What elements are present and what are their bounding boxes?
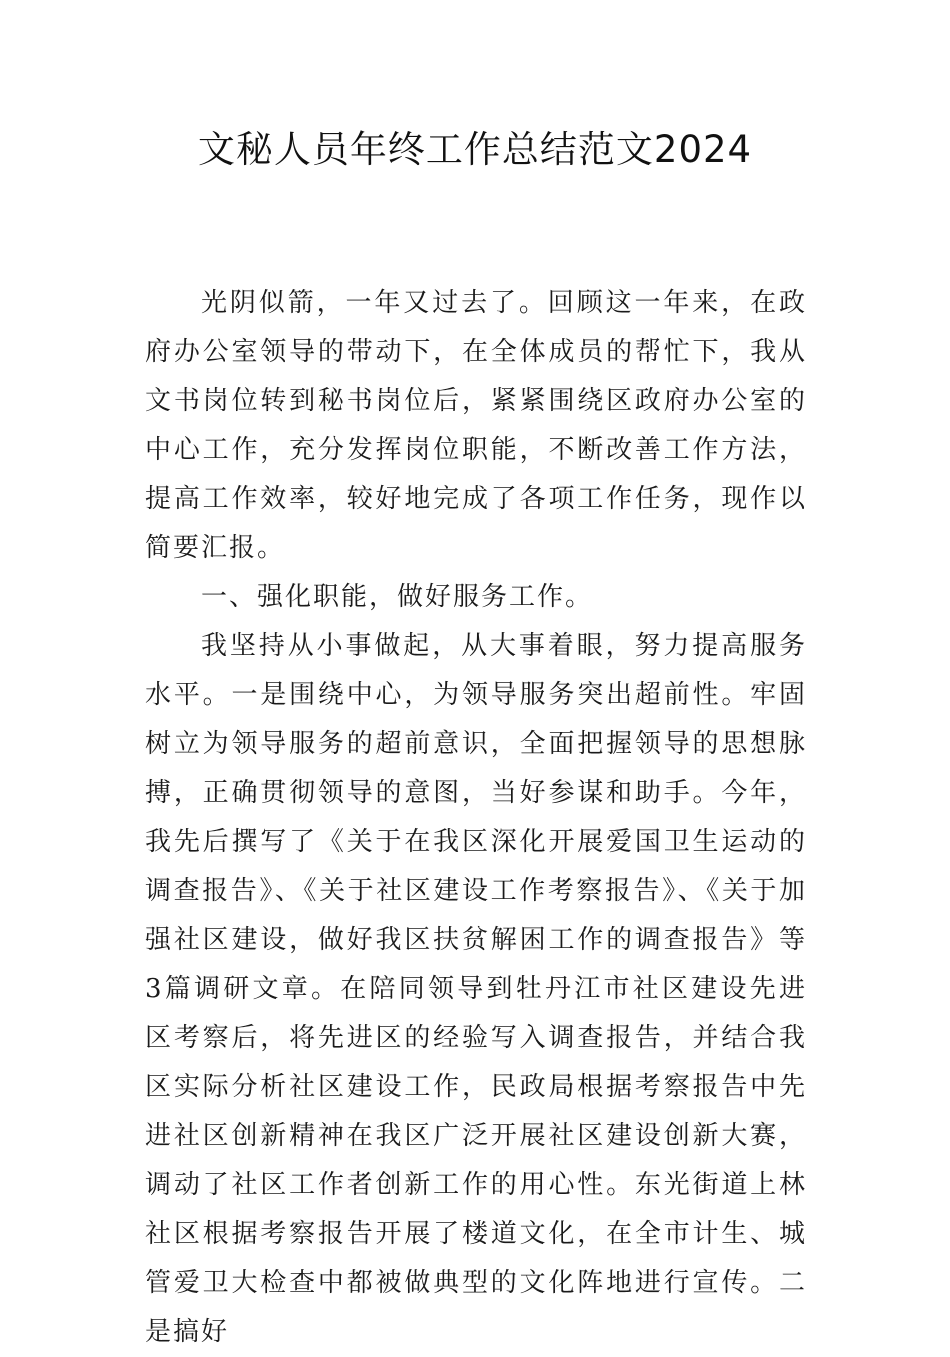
paragraph-section-1: 我坚持从小事做起，从大事着眼，努力提高服务水平。一是围绕中心，为领导服务突出超前性。牢固树立为领导服务的超前意识，全面把握领导的思想脉搏，正确贯彻领导的意图，当好参谋和助手。今年，我先后撰写了《关于在我区深化开展爱国卫生运动的调查报告》、《关于社区建设工作考察报告》、《关于加强社区建设，做好我区扶贫解困工作的调查报告》等3篇调研文章。在陪同领导到牡丹江市社区建设先进区考察后，将先进区的经验写入调查报告，并结合我区实际分析社区建设工作，民政局根据考察报告中先进社区创新精神在我区广泛开展社区建设创新大赛，调动了社区工作者创新工作的用心性。东光街道上林社区根据考察报告开展了楼道文化，在全市计生、城管爱卫大检查中都被做典型的文化阵地进行宣传。二是搞好 [145, 631, 807, 1347]
document-title: 文秘人员年终工作总结范文2024 [197, 128, 753, 171]
section-heading-1: 一、强化职能，做好服务工作。 [201, 582, 594, 612]
document-body [145, 279, 807, 1357]
paragraph-intro: 光阴似箭，一年又过去了。回顾这一年来，在政府办公室领导的带动下，在全体成员的帮忙下，我从文书岗位转到秘书岗位后，紧紧围绕区政府办公室的中心工作，充分发挥岗位职能，不断改善工作方法，提高工作效率，较好地完成了各项工作任务，现作以简要汇报。 [145, 288, 807, 563]
